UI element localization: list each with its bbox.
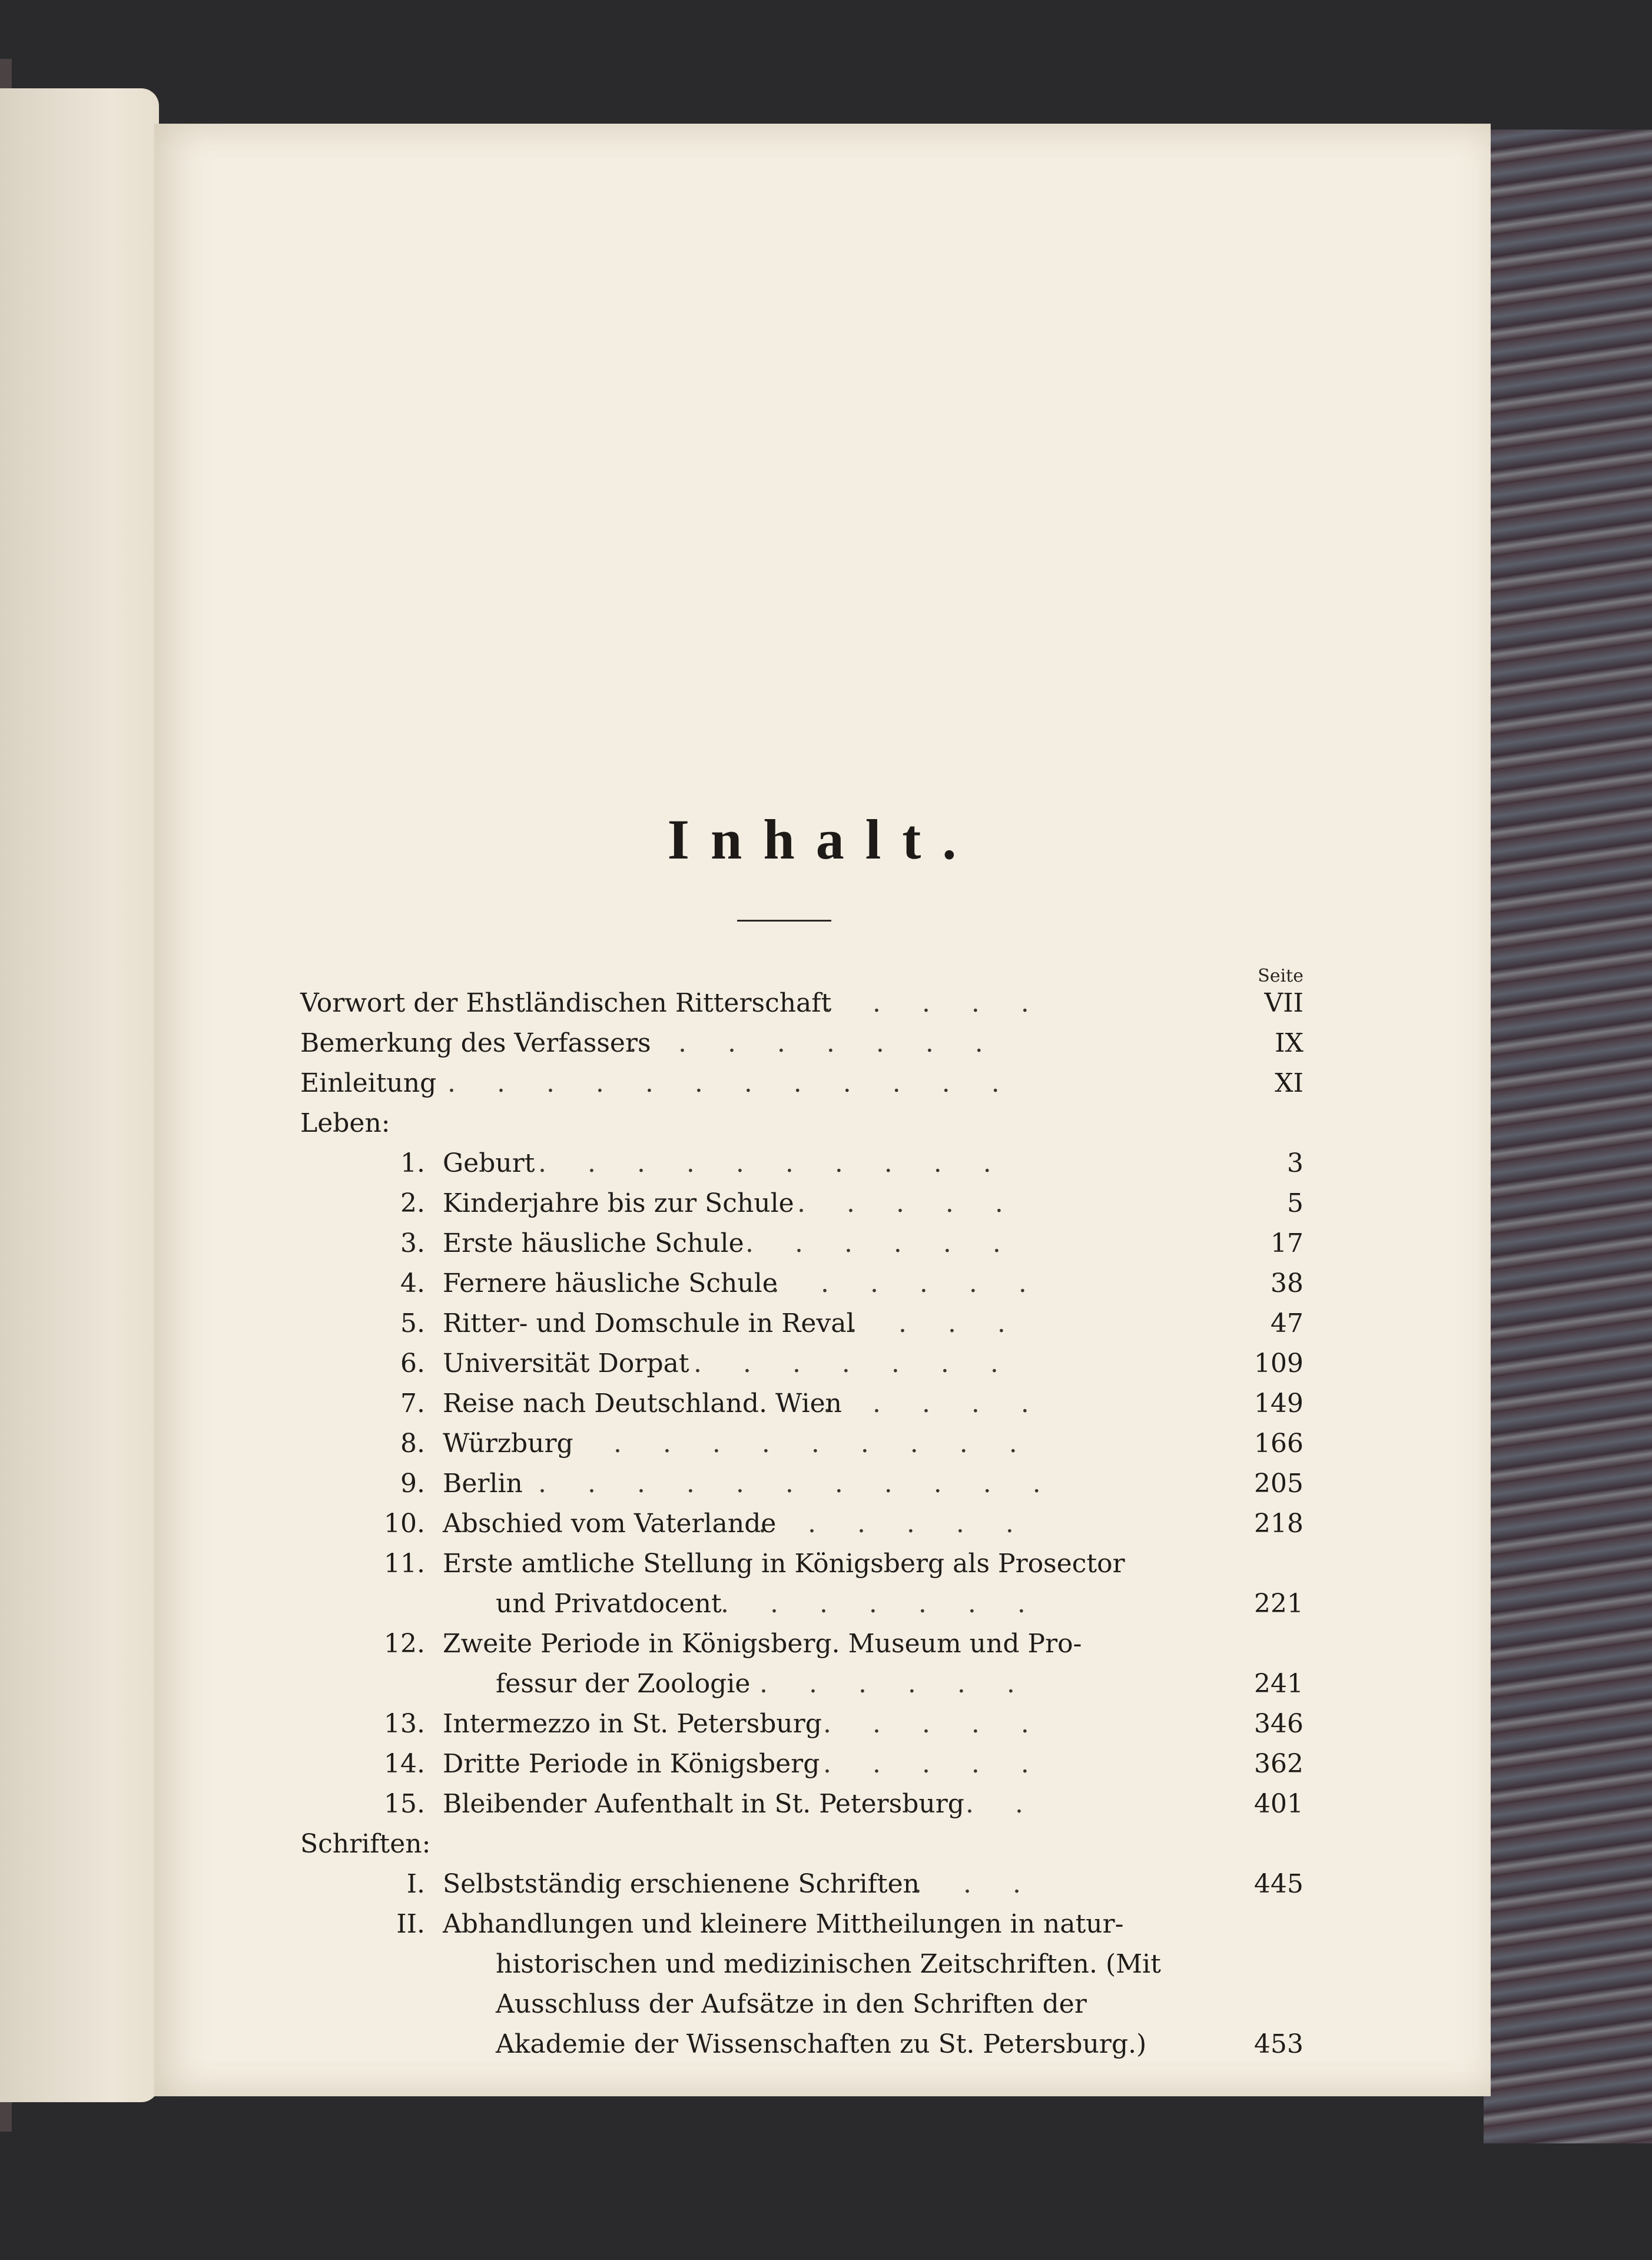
toc-entry-text: Kinderjahre bis zur Schule xyxy=(443,1188,794,1218)
dot-leader: . . . . xyxy=(849,1308,1022,1338)
dot-leader: . . . xyxy=(914,1869,1037,1899)
seite-label: Seite xyxy=(1258,966,1303,986)
page-number: 221 xyxy=(1254,1589,1303,1619)
toc-entry-text: Ritter- und Domschule in Reval xyxy=(443,1308,855,1338)
dot-leader: . . . . . xyxy=(823,1709,1046,1739)
leben-item-number: 8. xyxy=(400,1429,425,1459)
toc-entry-text: Vorwort der Ehstländischen Ritterschaft xyxy=(300,988,832,1018)
schriften-item-number: II. xyxy=(396,1909,425,1939)
schriften-item-number: I. xyxy=(406,1869,425,1899)
page-number: 218 xyxy=(1254,1509,1303,1539)
dot-leader: . . . . . . . xyxy=(721,1589,1042,1619)
page-number: IX xyxy=(1275,1028,1303,1058)
leben-item-number: 12. xyxy=(384,1629,425,1659)
dot-leader: . . . . . . . . . . xyxy=(564,1429,1034,1459)
dot-leader: . . . . . xyxy=(797,1188,1020,1218)
leben-item-number: 9. xyxy=(400,1469,425,1499)
page-number: 47 xyxy=(1270,1308,1303,1338)
toc-entry-text: Bemerkung des Verfassers xyxy=(300,1028,651,1058)
toc-entry-text: Bleibender Aufenthalt in St. Petersburg xyxy=(443,1789,964,1819)
dot-leader: . . . . . xyxy=(823,1389,1046,1419)
dot-leader: . . . . . . xyxy=(745,1228,1017,1258)
toc-entry-text: Würzburg xyxy=(443,1429,573,1459)
dot-leader: . . . . . . . . . . . . xyxy=(447,1068,1016,1098)
page-number: XI xyxy=(1275,1068,1303,1098)
section-label-schriften: Schriften: xyxy=(300,1829,431,1859)
toc-entry-text: Dritte Periode in Königsberg xyxy=(443,1749,820,1779)
section-label-leben: Leben: xyxy=(300,1108,390,1138)
dot-leader: . . . . . . . . . . xyxy=(538,1148,1008,1178)
page-number: 205 xyxy=(1254,1469,1303,1499)
toc-entry-text: Erste häusliche Schule xyxy=(443,1228,744,1258)
page-number: 109 xyxy=(1254,1348,1303,1378)
toc-entry-text: Zweite Periode in Königsberg. Museum und Pro- xyxy=(443,1629,1082,1659)
leben-item-number: 10. xyxy=(384,1509,425,1539)
leben-item-number: 11. xyxy=(384,1549,425,1579)
toc-entry-text: Akademie der Wissenschaften zu St. Petersburg.) xyxy=(496,2029,1147,2059)
dot-leader: . . xyxy=(966,1789,1040,1819)
page-number: VII xyxy=(1264,988,1303,1018)
leben-item-number: 13. xyxy=(384,1709,425,1739)
page-number: 17 xyxy=(1270,1228,1303,1258)
leben-item-number: 5. xyxy=(400,1308,425,1338)
toc-entry-text: historischen und medizinischen Zeitschriften. (Mit xyxy=(496,1949,1161,1979)
leben-item-number: 3. xyxy=(400,1228,425,1258)
toc-entry-text: Selbstständig erschienene Schriften xyxy=(443,1869,920,1899)
toc-entry-text: Universität Dorpat xyxy=(443,1348,689,1378)
toc-entry-text: Abschied vom Vaterlande xyxy=(443,1509,777,1539)
dot-leader: . . . . . . . . . . . xyxy=(538,1469,1057,1499)
dot-leader: . . . . . xyxy=(823,988,1046,1018)
page-number: 166 xyxy=(1254,1429,1303,1459)
leben-item-number: 14. xyxy=(384,1749,425,1779)
toc-entry-text: Abhandlungen und kleinere Mittheilungen in natur- xyxy=(443,1909,1124,1939)
dot-leader: . . . . . . . xyxy=(694,1348,1015,1378)
leben-item-number: 6. xyxy=(400,1348,425,1378)
toc-entry-text: Geburt xyxy=(443,1148,535,1178)
dot-leader: . . . . . . xyxy=(758,1509,1030,1539)
leben-item-number: 15. xyxy=(384,1789,425,1819)
page-number: 38 xyxy=(1270,1268,1303,1298)
toc-entry-text: Einleitung xyxy=(300,1068,437,1098)
toc-entry-text: und Privatdocent xyxy=(496,1589,722,1619)
page-number: 241 xyxy=(1254,1669,1303,1699)
book-cover-edge xyxy=(1484,130,1652,2143)
page-number: 3 xyxy=(1287,1148,1303,1178)
toc-entry-text: Berlin xyxy=(443,1469,523,1499)
page-number: 149 xyxy=(1254,1389,1303,1419)
leben-item-number: 1. xyxy=(400,1148,425,1178)
table-of-contents xyxy=(154,124,1491,2096)
toc-entry-text: Fernere häusliche Schule xyxy=(443,1268,778,1298)
leben-item-number: 2. xyxy=(400,1188,425,1218)
dot-leader: . . . . . xyxy=(823,1749,1046,1779)
book-page xyxy=(154,124,1491,2096)
toc-entry-text: Ausschluss der Aufsätze in den Schriften der xyxy=(496,1989,1087,2019)
leben-item-number: 4. xyxy=(400,1268,425,1298)
facing-page xyxy=(0,88,159,2102)
toc-entry-text: Reise nach Deutschland. Wien xyxy=(443,1389,842,1419)
toc-entry-text: fessur der Zoologie xyxy=(496,1669,751,1699)
toc-entry-text: Intermezzo in St. Petersburg xyxy=(443,1709,822,1739)
page-number: 445 xyxy=(1254,1869,1303,1899)
leben-item-number: 7. xyxy=(400,1389,425,1419)
page-number: 362 xyxy=(1254,1749,1303,1779)
dot-leader: . . . . . . xyxy=(759,1669,1031,1699)
page-number: 346 xyxy=(1254,1709,1303,1739)
page-number: 453 xyxy=(1254,2029,1303,2059)
page-number: 5 xyxy=(1287,1188,1303,1218)
page-number: 401 xyxy=(1254,1789,1303,1819)
dot-leader: . . . . . . . . xyxy=(629,1028,1000,1058)
toc-entry-text: Erste amtliche Stellung in Königsberg als Prosector xyxy=(443,1549,1125,1579)
dot-leader: . . . . . . xyxy=(771,1268,1043,1298)
page-title: Inhalt. xyxy=(667,808,978,871)
